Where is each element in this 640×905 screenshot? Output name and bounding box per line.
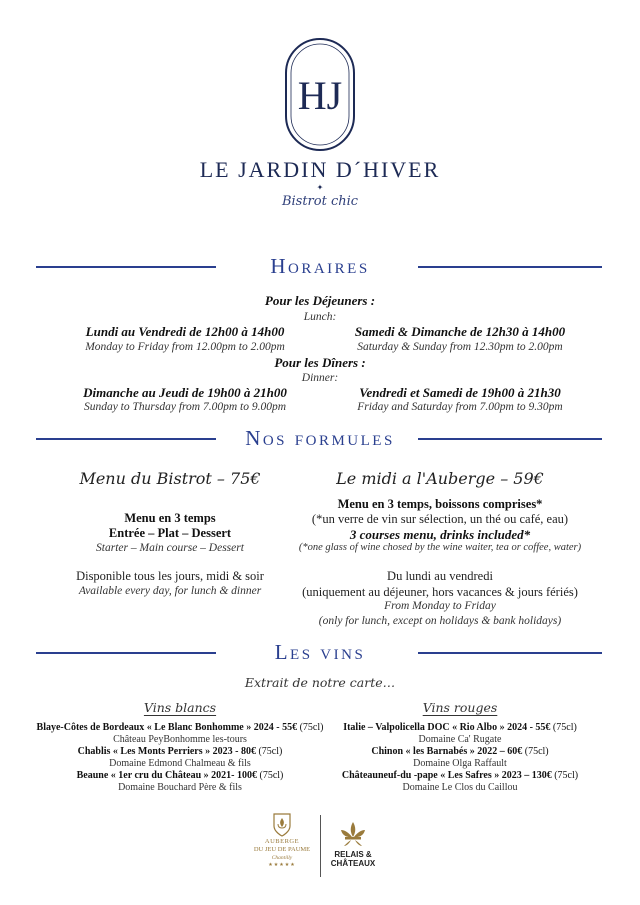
auberge-line-4: (*one glass of wine chosed by the wine waiter, tea or coffee, water) [298,542,582,553]
dinner-weekday-en: Sunday to Thursday from 7.00pm to 9.00pm [83,401,287,413]
wine-item: Châteauneuf-du -pape « Les Safres » 2023 – 130€ (75cl) [341,770,579,781]
vins-rouges-title: Vins rouges [422,700,498,715]
section-title-formules: Nos formules [245,426,395,450]
dinner-weekend-fr: Vendredi et Samedi de 19h00 à 21h30 [359,385,561,400]
dinner-heading: Pour les Dîners : [274,355,366,370]
wine-domain: Domaine Edmond Chalmeau & fils [109,758,251,769]
vins-subtitle: Extrait de notre carte… [244,675,396,690]
formule-auberge-title: Le midi a l'Auberge – 59€ [336,469,544,488]
bistrot-line-3: Starter – Main course – Dessert [96,542,244,554]
section-title-vins: Les vins [274,640,366,664]
lunch-weekend-en: Saturday & Sunday from 12.30pm to 2.00pm [357,341,563,353]
wine-domain: Domaine Le Clos du Caillou [402,782,518,793]
vins-blancs-title: Vins blancs [143,700,217,715]
section-title-horaires: Horaires [270,254,370,278]
formule-bistrot-title: Menu du Bistrot – 75€ [79,469,261,488]
bistrot-line-5: Available every day, for lunch & dinner [78,585,262,597]
auberge-line-3: 3 courses menu, drinks included* [349,527,531,542]
vins-rouges-list [310,722,610,794]
auberge-line-3: Chantilly [271,855,293,861]
monogram-text: HJ [297,73,343,118]
auberge-logo [246,812,318,868]
monogram-logo [284,37,356,152]
star-icon: ✦ [316,183,324,192]
wine-item: Chinon « les Barnabés » 2022 – 60€ (75cl) [371,746,549,757]
fleur-de-lis-icon [337,820,369,850]
lunch-sub: Lunch: [303,311,337,323]
wine-domain: Domaine Bouchard Père & fils [118,782,242,793]
lunch-heading: Pour les Déjeuners : [264,293,376,308]
bistrot-line-4: Disponible tous les jours, midi & soir [76,569,264,583]
wine-item: Italie – Valpolicella DOC « Rio Albo » 2024 - 55€ (75cl) [343,722,577,733]
wine-item: Blaye-Côtes de Bordeaux « Le Blanc Bonhomme » 2024 - 55€ (75cl) [36,722,324,733]
auberge-line-7: From Monday to Friday [384,600,496,612]
dinner-weekday-fr: Dimanche au Jeudi de 19h00 à 21h00 [83,385,287,400]
wine-item: Beaune « 1er cru du Château » 2021- 100€ (75cl) [76,770,284,781]
auberge-line-1: AUBERGE [264,838,300,845]
auberge-line-2: DU JEU DE PAUME [253,846,311,853]
auberge-line-1: Menu en 3 temps, boissons comprises* [337,497,543,511]
relais-chateaux-logo [328,820,378,868]
auberge-line-2: (*un verre de vin sur sélection, un thé ou café, eau) [311,512,569,526]
lunch-weekday-fr: Lundi au Vendredi de 12h00 à 14h00 [85,324,285,339]
wine-item: Chablis « Les Monts Perriers » 2023 - 80€ (75cl) [77,746,283,757]
relais-line-2: CHÂTEAUX [330,859,376,868]
bistrot-line-1: Menu en 3 temps [124,511,216,525]
tagline: Bistrot chic [281,194,359,209]
auberge-line-6: (uniquement au déjeuner, hors vacances & jours fériés) [302,585,578,599]
wine-domain: Domaine Ca' Rugate [418,734,502,745]
dinner-weekend-en: Friday and Saturday from 7.00pm to 9.30pm [357,401,563,413]
wine-domain: Château PeyBonhomme les-tours [113,734,247,745]
wine-domain: Domaine Olga Raffault [413,758,507,769]
lunch-weekend-fr: Samedi & Dimanche de 12h30 à 14h00 [354,324,566,339]
auberge-crest-icon [271,812,293,838]
auberge-line-5: Du lundi au vendredi [387,569,493,583]
dinner-sub: Dinner: [301,372,339,384]
vins-blancs-list [30,722,330,794]
auberge-stars: ★★★★★ [268,862,296,868]
brand-name: LE JARDIN D´HIVER [199,157,441,182]
lunch-weekday-en: Monday to Friday from 12.00pm to 2.00pm [85,341,285,353]
auberge-line-8: (only for lunch, except on holidays & bank holidays) [318,615,562,627]
bistrot-line-2: Entrée – Plat – Dessert [108,526,232,540]
relais-line-1: RELAIS & [334,850,372,859]
footer-divider [320,815,321,877]
